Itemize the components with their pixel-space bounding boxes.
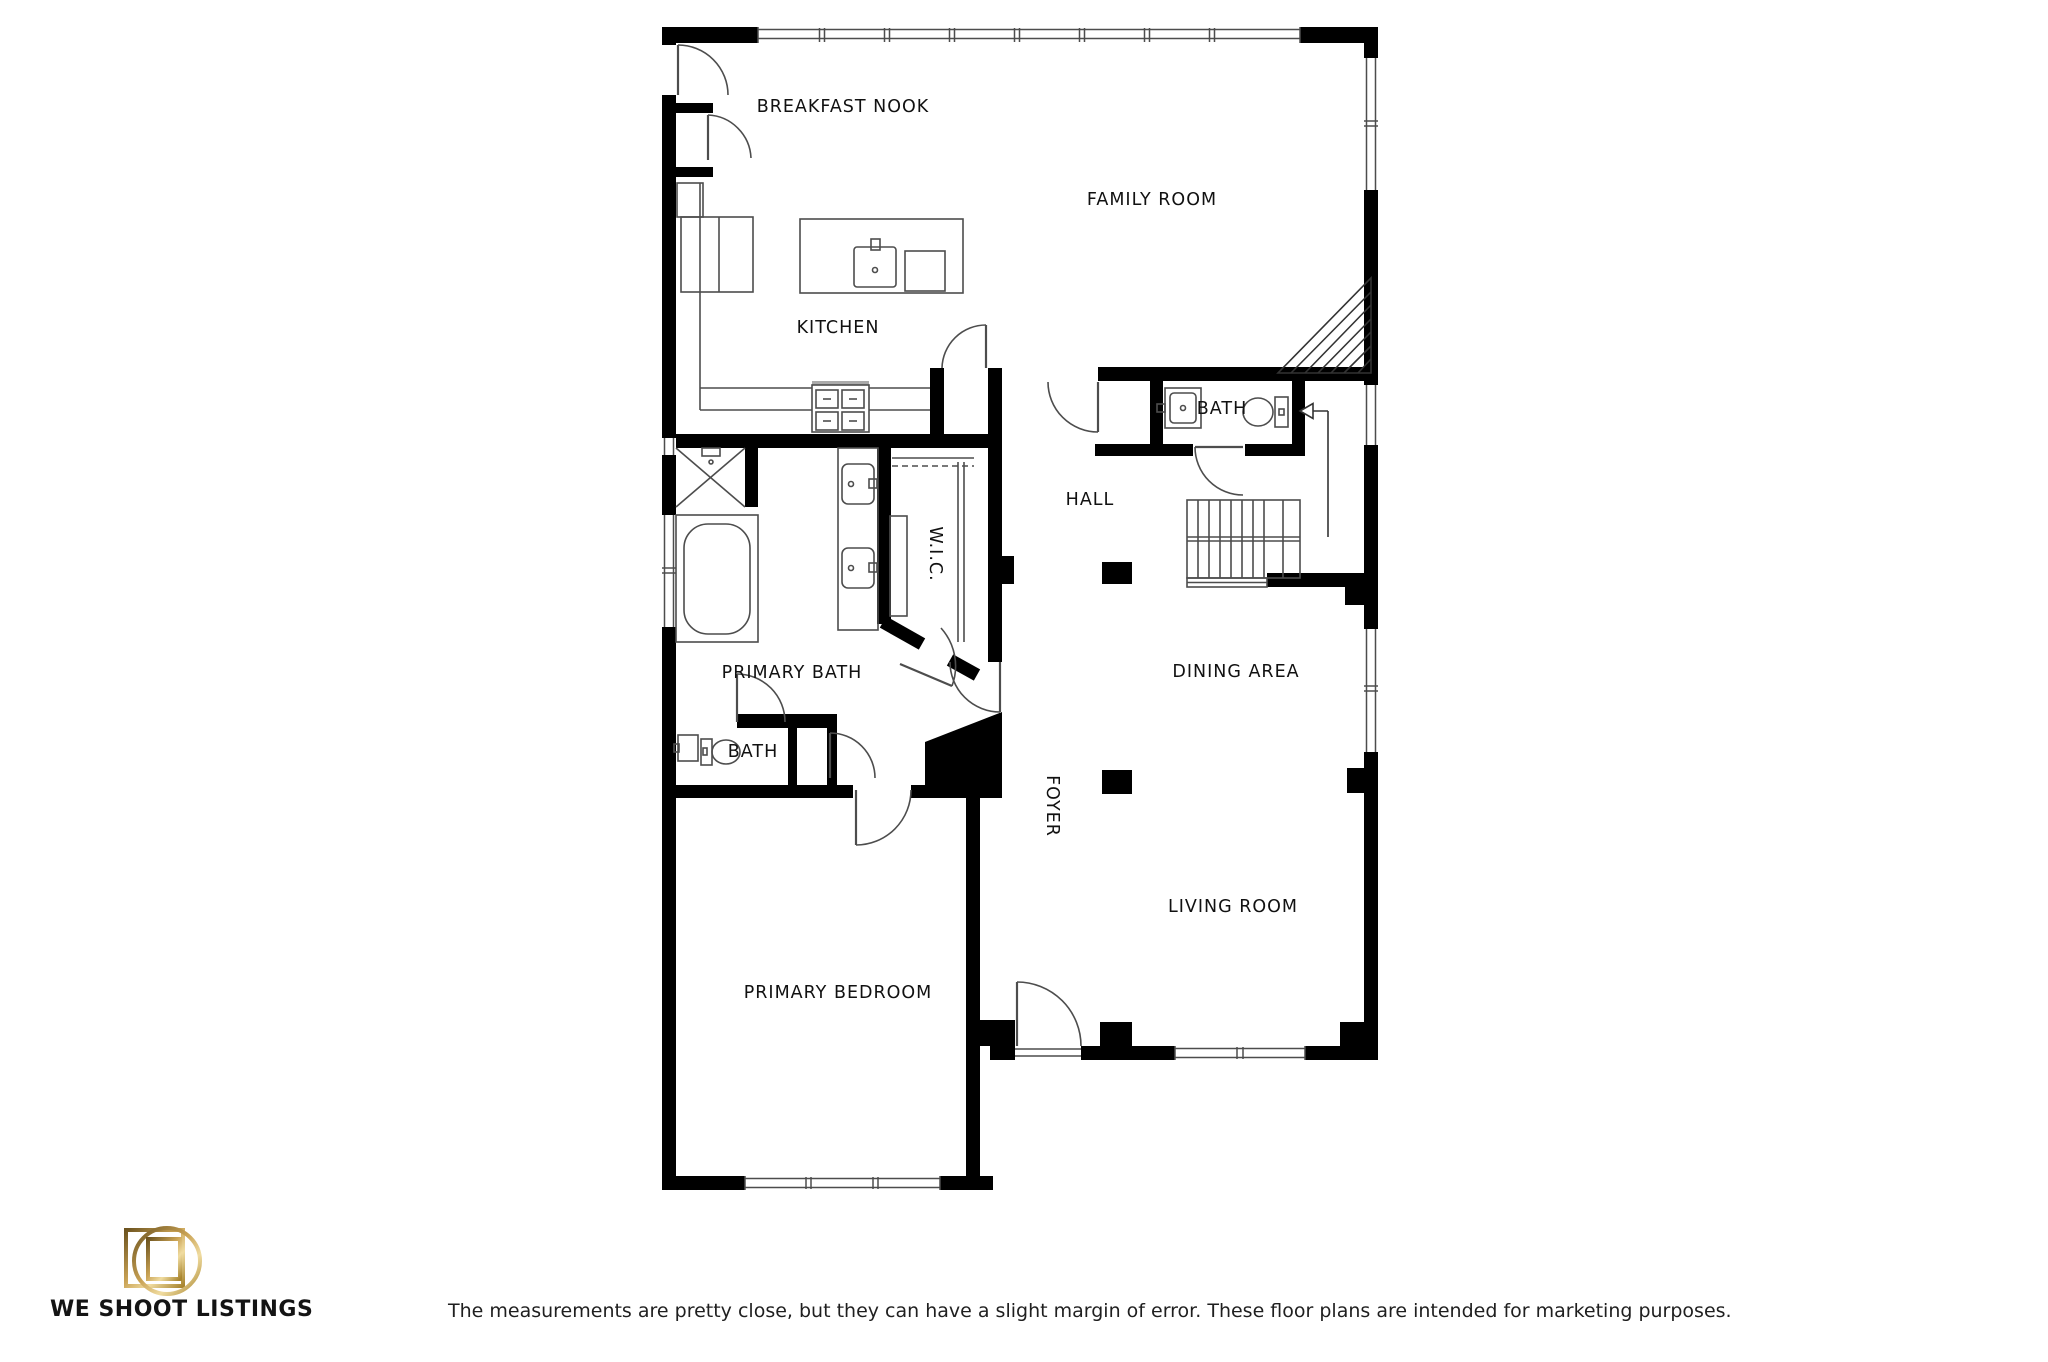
bedroom-door [856,790,911,845]
window-dining [1364,629,1378,752]
room-label-breakfast-nook: BREAKFAST NOOK [756,97,930,117]
windows [662,27,1378,1190]
window-stair [1364,385,1378,445]
kitchen-island [800,219,963,293]
window-family-room [1364,58,1378,190]
room-label-dining-area: DINING AREA [1172,662,1300,682]
room-label-primary-bath: PRIMARY BATH [721,663,863,683]
shower [676,448,745,507]
bathtub [676,515,758,642]
window-left-tall [662,515,676,627]
refrigerator [681,217,753,292]
window-left-small [662,438,676,455]
front-door [1017,982,1081,1046]
room-label-foyer: FOYER [1042,775,1062,837]
wic-diagonal-wall [883,622,977,675]
double-vanity [838,448,878,630]
room-label-living-room: LIVING ROOM [1167,897,1299,917]
room-labels [722,97,1300,1003]
room-label-bath-upper: BATH [1196,399,1248,419]
room-label-bath-lower: BATH [727,742,779,762]
walls [662,27,1378,1190]
disclaimer-text: The measurements are pretty close, but they can have a slight margin of error. These floor plans are intended for marketing purposes. [448,1300,1732,1322]
room-label-family-room: FAMILY ROOM [1086,190,1218,210]
upper-bath-sink [1157,388,1201,428]
window-top-band [758,27,1300,43]
hall-kitchen-door [1048,382,1098,432]
window-living [1175,1046,1305,1060]
front-door-sill [1015,1046,1081,1060]
camera-logo-icon [126,1223,200,1294]
pantry-door [942,325,986,368]
breakfast-nook-exterior-door [678,45,728,95]
upper-bath-door [1195,447,1243,495]
breakfast-bay-door [708,115,751,160]
brand-logo [126,1223,200,1294]
window-bedroom [745,1176,940,1190]
room-label-primary-bedroom: PRIMARY BEDROOM [743,983,933,1003]
room-label-wic: W.I.C. [925,526,945,582]
lower-bath-sink [674,735,698,761]
room-label-kitchen: KITCHEN [796,318,880,338]
brand-name: WE SHOOT LISTINGS [50,1297,314,1322]
staircase [1187,500,1300,587]
fireplace [1278,278,1371,373]
upper-bath-toilet [1243,397,1288,427]
stove [812,381,869,432]
room-label-hall: HALL [1065,490,1115,510]
